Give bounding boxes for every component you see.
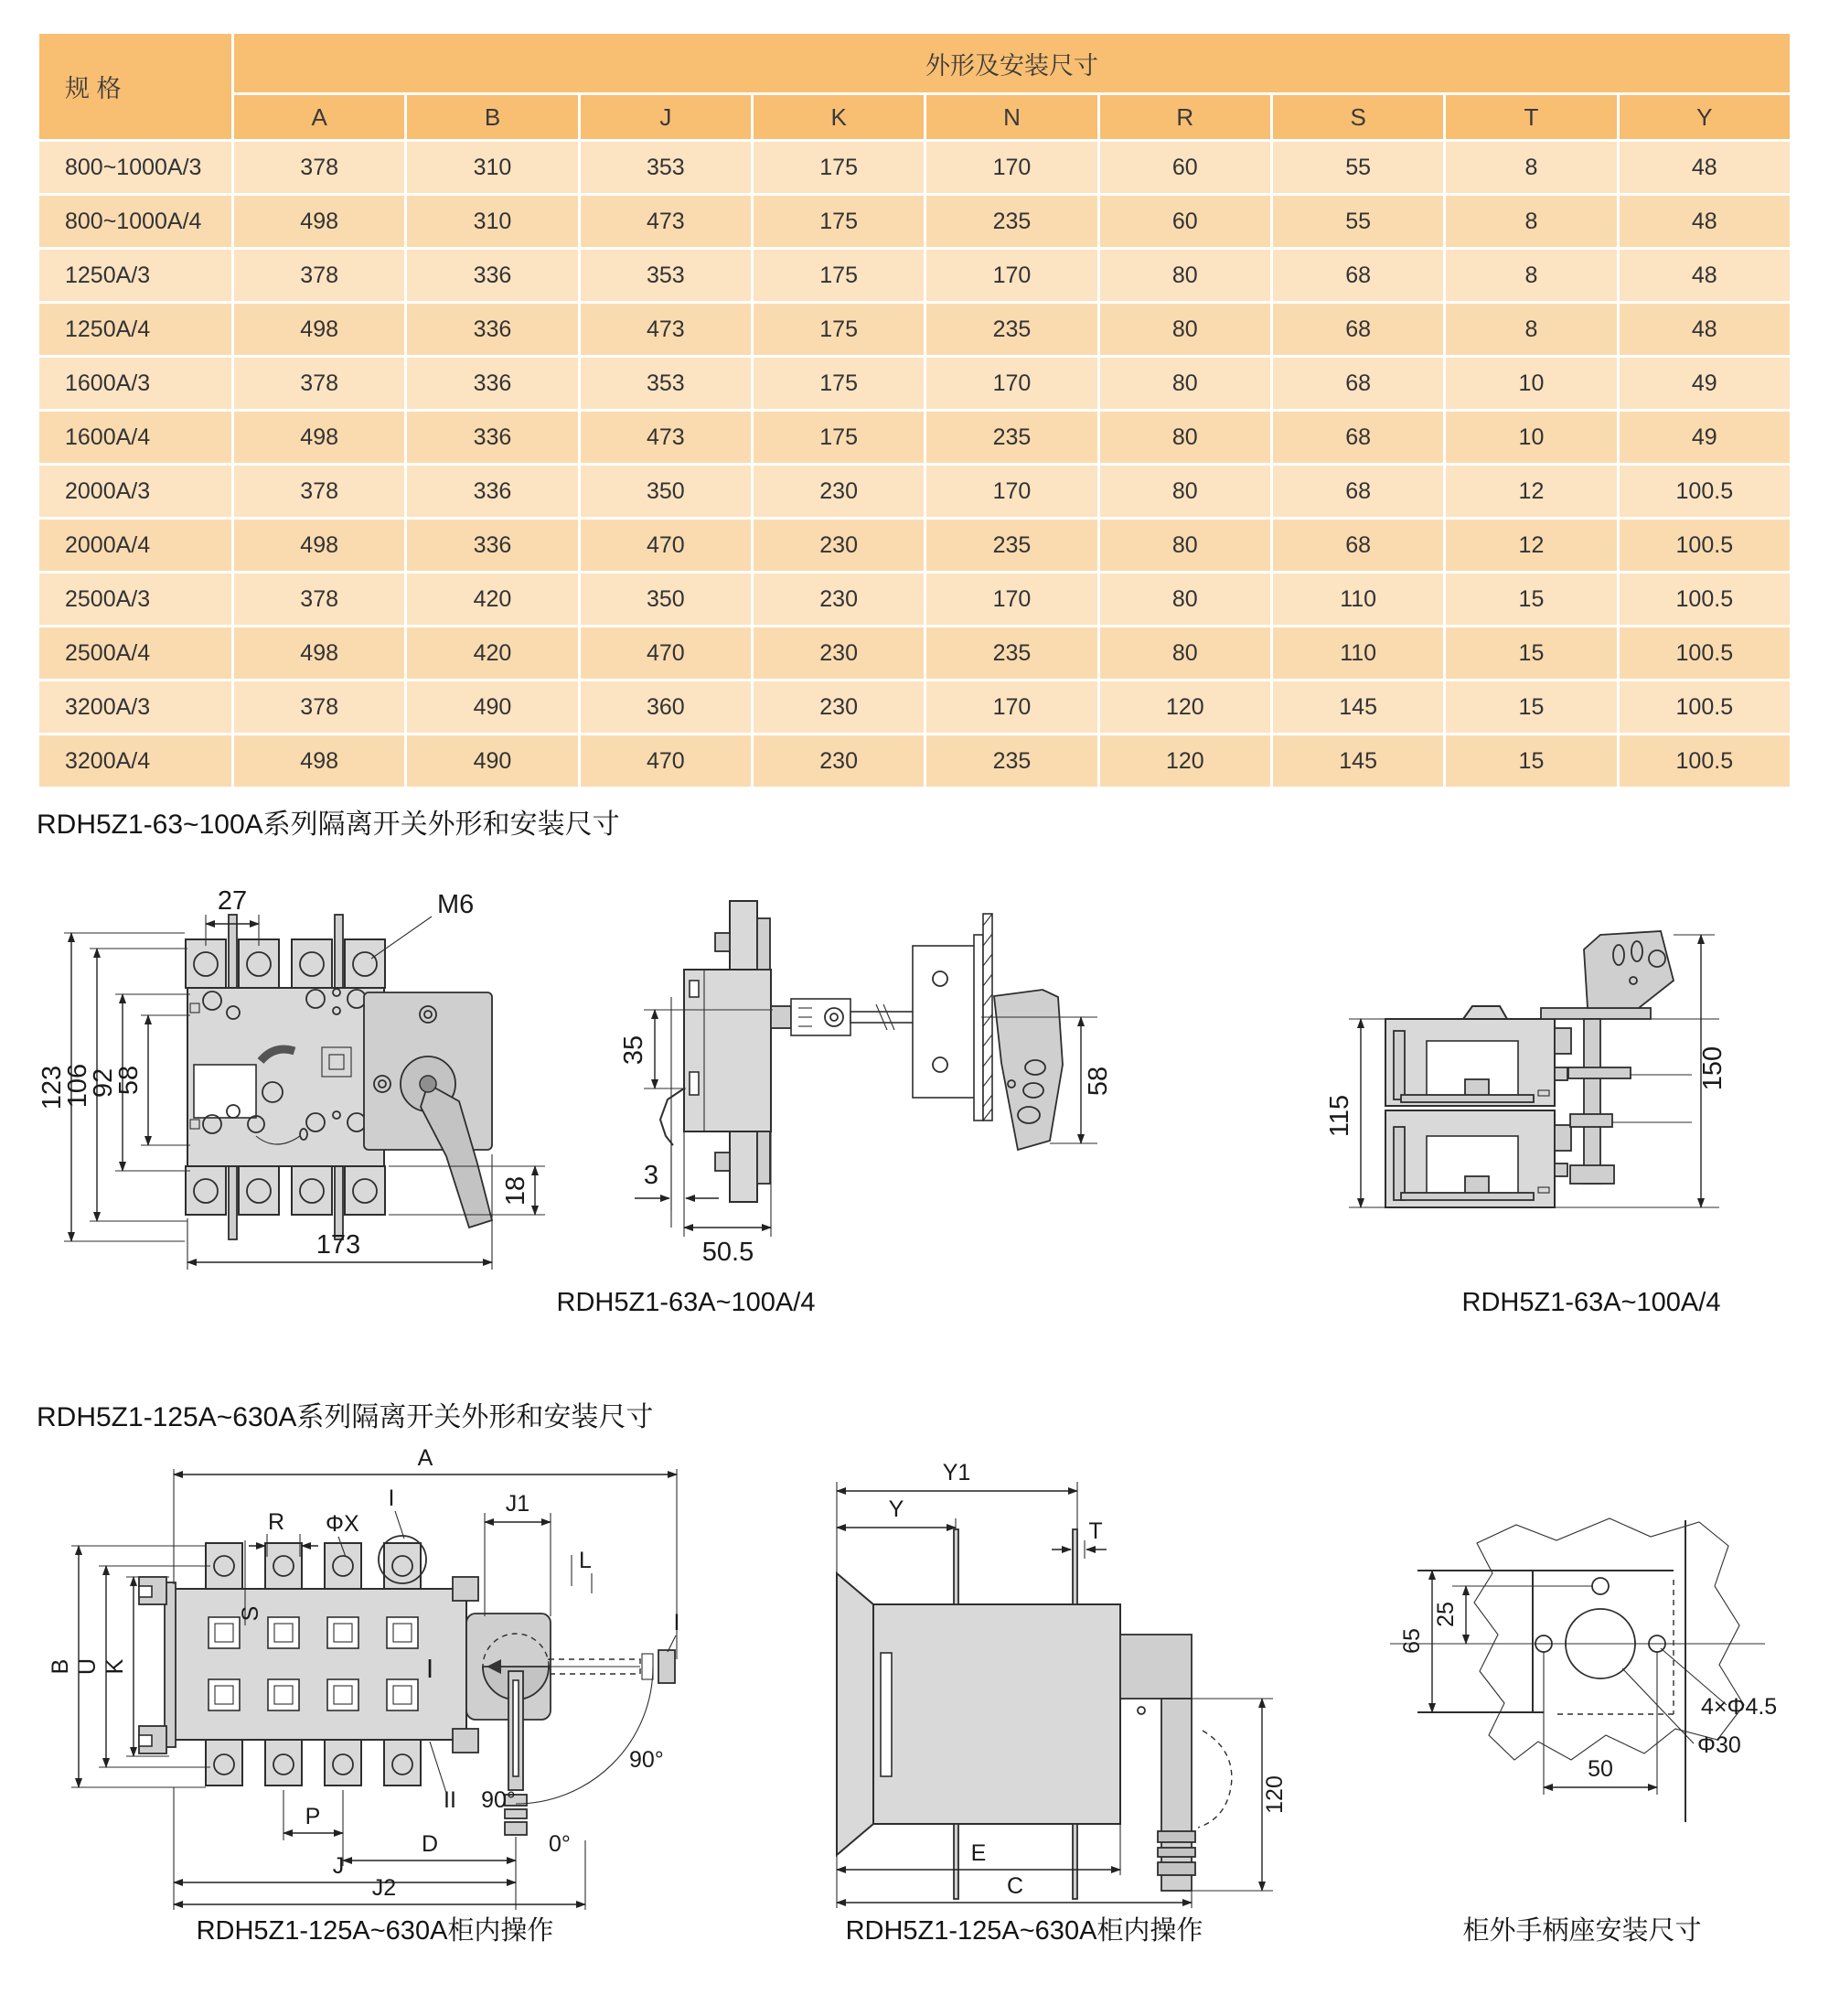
value-cell: 15 [1445,573,1618,627]
caption-cabinet-top: RDH5Z1-125A~630A柜内操作 [196,1916,554,1946]
value-cell: 100.5 [1618,735,1791,788]
value-cell: 378 [233,573,406,627]
dim-label-35: 35 [619,1035,648,1066]
drawing-front-view-63-100A [37,862,604,1282]
value-cell: 49 [1618,411,1791,465]
dim-label-B: B [48,1658,73,1675]
switch-side-cabinet [837,1529,1232,1899]
value-cell: 378 [233,465,406,519]
value-cell: 170 [925,465,1098,519]
table-row [38,303,1792,357]
dim-label-J2: J2 [371,1875,397,1901]
value-cell: 100.5 [1618,573,1791,627]
value-cell: 80 [1098,573,1271,627]
value-cell: 336 [406,303,579,357]
value-cell: 60 [1098,195,1271,249]
value-cell: 80 [1098,357,1271,411]
value-cell: 175 [752,357,925,411]
dim-label-J: J [332,1853,345,1879]
value-cell: 100.5 [1618,465,1791,519]
value-cell: 498 [233,411,406,465]
dim-label-U: U [75,1657,101,1676]
value-cell: 68 [1271,411,1444,465]
spec-cell: 2000A/3 [38,465,233,519]
value-cell: 10 [1445,411,1618,465]
value-cell: 68 [1271,465,1444,519]
value-cell: 235 [925,411,1098,465]
value-cell: 145 [1271,735,1444,788]
value-cell: 470 [579,627,752,681]
value-cell: 8 [1445,141,1618,195]
value-cell: 100.5 [1618,681,1791,735]
switch-body-cabinet [139,1536,675,1835]
dim-label-D: D [421,1831,439,1857]
value-cell: 353 [579,357,752,411]
value-cell: 350 [579,573,752,627]
column-header-K: K [752,94,925,141]
spec-cell: 2500A/4 [38,627,233,681]
value-cell: 80 [1098,627,1271,681]
dim-label-E: E [970,1840,987,1866]
dim-label-holes: 4×Φ4.5 [1701,1694,1778,1720]
dim-label-P: P [305,1804,321,1829]
value-cell: 120 [1098,735,1271,788]
value-cell: 230 [752,735,925,788]
spec-column-header: 规 格 [38,33,233,141]
value-cell: 48 [1618,303,1791,357]
value-cell: 68 [1271,249,1444,303]
caption-handle-seat: 柜外手柄座安装尺寸 [1462,1916,1702,1946]
dim-label-50-5: 50.5 [701,1238,754,1267]
value-cell: 378 [233,357,406,411]
table-row [38,735,1792,788]
value-cell: 110 [1271,573,1444,627]
section-title-63-100A: RDH5Z1-63~100A系列隔离开关外形和安装尺寸 [37,810,620,840]
dim-label-phi30: Φ30 [1697,1732,1741,1758]
value-cell: 8 [1445,249,1618,303]
dim-label-90-inner: 90° [481,1787,516,1813]
value-cell: 336 [406,411,579,465]
value-cell: 498 [233,627,406,681]
spec-cell: 2000A/4 [38,519,233,573]
value-cell: 350 [579,465,752,519]
value-cell: 100.5 [1618,627,1791,681]
value-cell: 175 [752,141,925,195]
column-header-S: S [1271,94,1444,141]
value-cell: 170 [925,573,1098,627]
dim-label-Y1: Y1 [942,1460,971,1485]
dim-label-K: K [102,1658,128,1675]
dim-label-II: II [444,1787,456,1813]
caption-top-view: RDH5Z1-63A~100A/4 [1461,1288,1721,1317]
value-cell: 336 [406,465,579,519]
value-cell: 310 [406,195,579,249]
value-cell: 48 [1618,249,1791,303]
table-row [38,195,1792,249]
dim-label-I-top: I [388,1485,395,1511]
value-cell: 175 [752,411,925,465]
dim-label-25: 25 [1433,1602,1459,1627]
column-header-R: R [1098,94,1271,141]
column-header-row [38,94,1792,141]
switch-body-front [186,915,492,1239]
value-cell: 235 [925,195,1098,249]
value-cell: 336 [406,249,579,303]
value-cell: 498 [233,735,406,788]
table-row [38,249,1792,303]
value-cell: 230 [752,519,925,573]
table-row [38,573,1792,627]
value-cell: 336 [406,519,579,573]
value-cell: 68 [1271,303,1444,357]
value-cell: 80 [1098,249,1271,303]
value-cell: 80 [1098,411,1271,465]
value-cell: 15 [1445,681,1618,735]
spec-cell: 1250A/4 [38,303,233,357]
value-cell: 15 [1445,627,1618,681]
value-cell: 170 [925,249,1098,303]
value-cell: 100.5 [1618,519,1791,573]
value-cell: 230 [752,573,925,627]
table-row [38,357,1792,411]
panel-cutout [1390,1518,1765,1822]
dim-label-phiX: ΦX [326,1511,359,1537]
dim-label-27: 27 [217,886,248,916]
value-cell: 378 [233,141,406,195]
dim-label-92: 92 [89,1067,118,1099]
value-cell: 80 [1098,519,1271,573]
value-cell: 170 [925,681,1098,735]
drawing-cabinet-side-view-125-630A [750,1438,1317,1914]
value-cell: 498 [233,303,406,357]
value-cell: 235 [925,735,1098,788]
value-cell: 235 [925,627,1098,681]
value-cell: 473 [579,303,752,357]
value-cell: 235 [925,303,1098,357]
value-cell: 68 [1271,357,1444,411]
value-cell: 175 [752,249,925,303]
value-cell: 498 [233,519,406,573]
value-cell: 490 [406,735,579,788]
caption-side-view: RDH5Z1-63A~100A/4 [556,1288,816,1317]
value-cell: 353 [579,141,752,195]
value-cell: 378 [233,249,406,303]
column-header-T: T [1445,94,1618,141]
value-cell: 48 [1618,141,1791,195]
value-cell: 473 [579,411,752,465]
value-cell: 80 [1098,465,1271,519]
dim-label-50: 50 [1588,1756,1613,1782]
value-cell: 80 [1098,303,1271,357]
value-cell: 8 [1445,303,1618,357]
drawing-side-view-63-100A [613,862,1271,1282]
value-cell: 230 [752,681,925,735]
dim-label-Y: Y [888,1496,904,1522]
dim-label-R: R [267,1509,285,1535]
value-cell: 48 [1618,195,1791,249]
value-cell: 175 [752,303,925,357]
spec-cell: 1250A/3 [38,249,233,303]
dim-label-58-side: 58 [1084,1066,1113,1097]
value-cell: 490 [406,681,579,735]
value-cell: 336 [406,357,579,411]
table-row [38,627,1792,681]
column-header-A: A [233,94,406,141]
value-cell: 360 [579,681,752,735]
value-cell: 120 [1098,681,1271,735]
value-cell: 310 [406,141,579,195]
value-cell: 420 [406,627,579,681]
value-cell: 470 [579,735,752,788]
value-cell: 498 [233,195,406,249]
dim-label-65: 65 [1399,1628,1425,1654]
dim-label-90-outer: 90° [629,1747,664,1773]
column-header-Y: Y [1618,94,1791,141]
value-cell: 12 [1445,519,1618,573]
dim-label-18: 18 [501,1175,530,1206]
dim-label-115: 115 [1325,1094,1354,1138]
spec-cell: 3200A/3 [38,681,233,735]
table-body [38,141,1792,788]
value-cell: 110 [1271,627,1444,681]
dim-label-A: A [417,1445,433,1471]
dim-label-J1: J1 [505,1491,530,1517]
value-cell: 8 [1445,195,1618,249]
switch-body-top [1349,931,1719,1207]
dim-label-T: T [1088,1518,1103,1544]
section-title-125-630A: RDH5Z1-125A~630A系列隔离开关外形和安装尺寸 [37,1402,654,1432]
drawing-handle-seat-cutout [1335,1438,1820,1914]
table-row [38,519,1792,573]
dim-label-120: 120 [1262,1775,1288,1814]
value-cell: 235 [925,519,1098,573]
spec-cell: 800~1000A/3 [38,141,233,195]
value-cell: 10 [1445,357,1618,411]
dim-label-S: S [238,1605,263,1622]
value-cell: 378 [233,681,406,735]
dim-label-I-mid: I [425,1655,434,1684]
drawing-cabinet-top-view-125-630A [37,1438,713,1914]
value-cell: 68 [1271,519,1444,573]
value-cell: 49 [1618,357,1791,411]
dim-label-150: 150 [1698,1046,1727,1091]
table-row [38,411,1792,465]
dimensions-table [37,31,1792,789]
value-cell: 170 [925,141,1098,195]
drawing-top-view-63-100A [1299,862,1820,1282]
column-header-B: B [406,94,579,141]
value-cell: 230 [752,627,925,681]
dim-label-0deg: 0° [549,1831,571,1857]
spec-cell: 800~1000A/4 [38,195,233,249]
dim-label-L: L [579,1548,592,1573]
value-cell: 230 [752,465,925,519]
table-row [38,465,1792,519]
column-header-N: N [925,94,1098,141]
dim-label-106: 106 [63,1063,92,1109]
dim-label-3: 3 [643,1161,659,1190]
dim-label-173: 173 [316,1230,361,1260]
group-header: 外形及安装尺寸 [233,33,1792,94]
dimensions-cutout [1399,1571,1777,1795]
value-cell: 353 [579,249,752,303]
value-cell: 473 [579,195,752,249]
dim-label-C: C [1006,1873,1024,1899]
value-cell: 55 [1271,141,1444,195]
dim-label-123: 123 [37,1065,67,1110]
caption-cabinet-side: RDH5Z1-125A~630A柜内操作 [845,1916,1203,1946]
value-cell: 55 [1271,195,1444,249]
dim-label-58: 58 [114,1065,144,1096]
value-cell: 60 [1098,141,1271,195]
switch-body-side [660,901,1063,1228]
table-row [38,681,1792,735]
value-cell: 145 [1271,681,1444,735]
dim-label-m6: M6 [437,890,475,919]
column-header-J: J [579,94,752,141]
spec-cell: 1600A/3 [38,357,233,411]
value-cell: 170 [925,357,1098,411]
value-cell: 175 [752,195,925,249]
dim-label-I-right: I [673,1610,680,1635]
value-cell: 470 [579,519,752,573]
table-row [38,141,1792,195]
value-cell: 420 [406,573,579,627]
spec-cell: 1600A/4 [38,411,233,465]
value-cell: 12 [1445,465,1618,519]
spec-cell: 2500A/3 [38,573,233,627]
value-cell: 15 [1445,735,1618,788]
spec-cell: 3200A/4 [38,735,233,788]
